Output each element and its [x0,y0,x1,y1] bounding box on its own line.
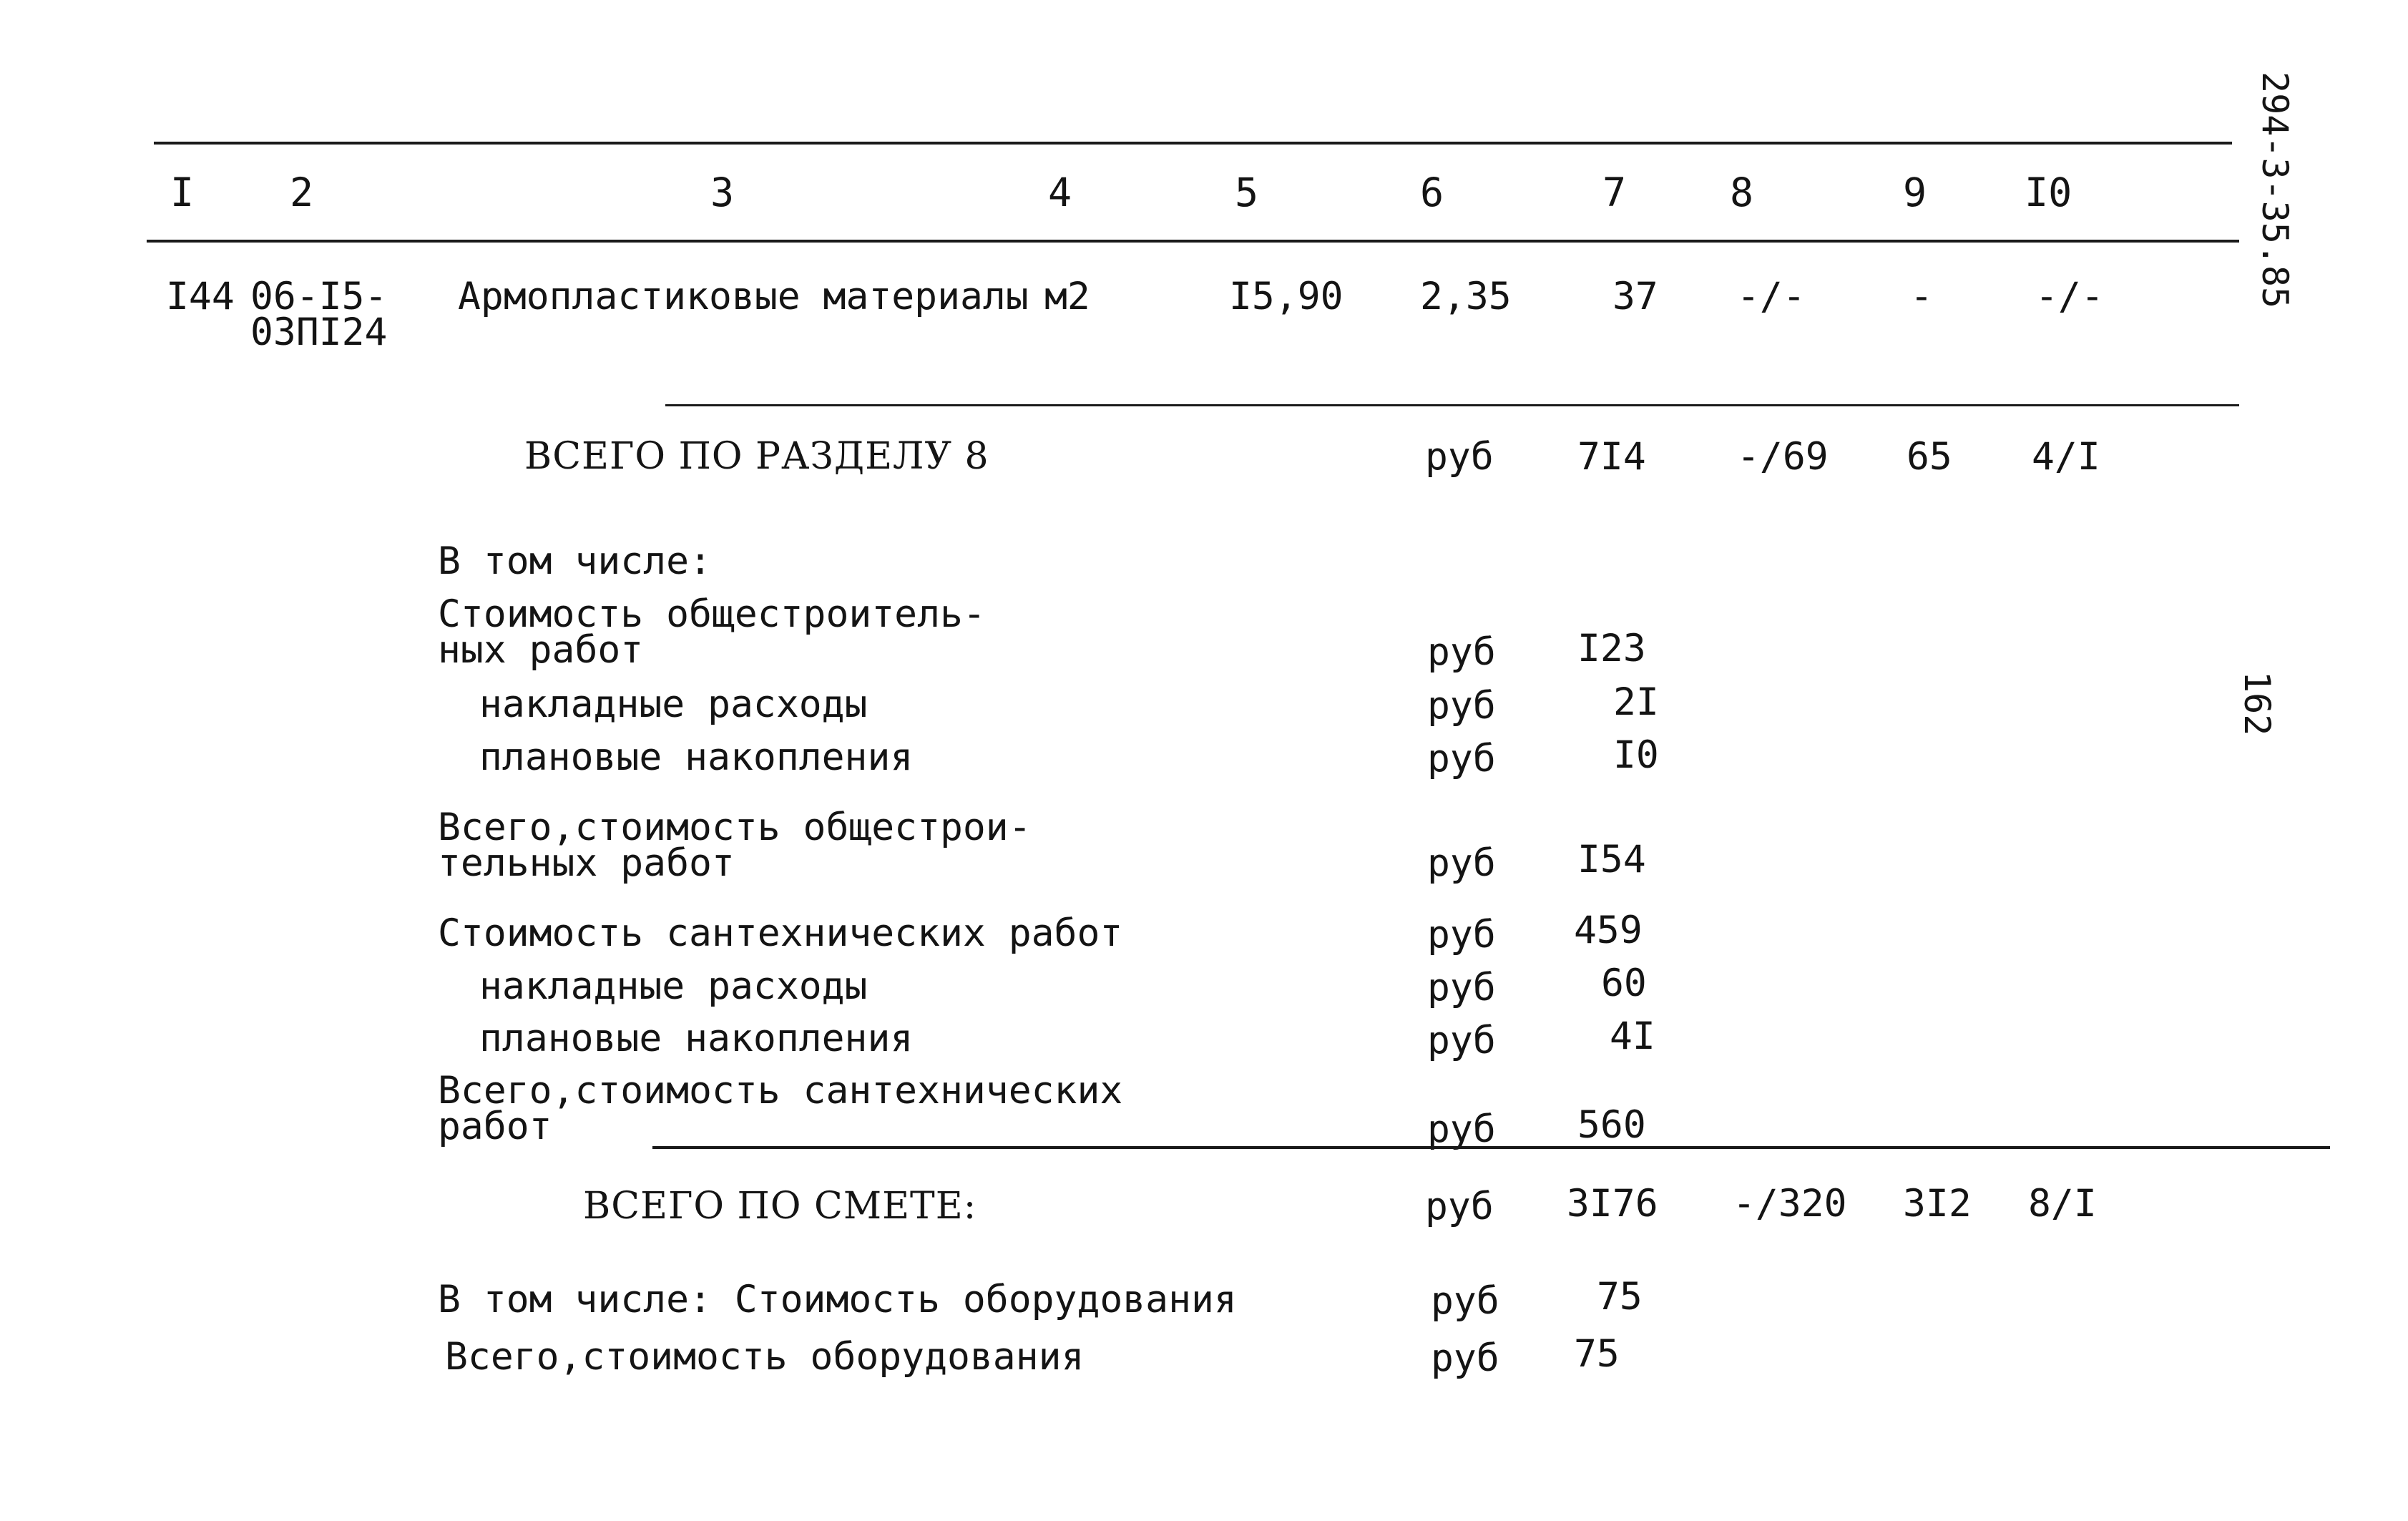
overhead1-label: накладные расходы [479,683,868,726]
estimate-rule [652,1146,2330,1149]
plumbing-unit: руб [1427,913,1496,957]
equipment-label: В том числе: Стоимость оборудования [438,1278,1237,1321]
section-total-col10: 4/I [2032,435,2100,479]
item-col8: -/- [1737,275,1806,318]
header-top-rule [154,142,2232,145]
equipment-value: 75 [1597,1275,1643,1319]
estimate-total-col7: 3I76 [1567,1182,1658,1226]
breakdown-intro: В том числе: [438,539,712,583]
column-header-10: I0 [2025,170,2072,215]
item-col5: I5,90 [1229,275,1344,318]
column-header-3: 3 [710,170,735,215]
plumbing-total-line2: работ [438,1105,552,1148]
column-header-4: 4 [1048,170,1072,215]
column-header-2: 2 [290,170,314,215]
estimate-total-label: ВСЕГО ПО СМЕТЕ: [583,1185,977,1228]
column-header-6: 6 [1420,170,1444,215]
general-works-value: I23 [1577,627,1646,670]
overhead2-unit: руб [1427,966,1496,1009]
column-header-5: 5 [1235,170,1259,215]
overhead1-value: 2I [1613,680,1659,724]
overhead2-value: 60 [1601,962,1647,1005]
general-works-line2: ных работ [438,628,644,672]
equipment-total-value: 75 [1574,1332,1620,1376]
item-code-line2: 03ПI24 [250,310,388,354]
item-name: Армопластиковые материалы [458,275,1029,318]
general-total-unit: руб [1427,841,1496,885]
column-header-8: 8 [1730,170,1754,215]
item-col7: 37 [1612,275,1658,318]
header-bottom-rule [147,240,2239,243]
plumbing-total-value: 560 [1577,1103,1646,1147]
profit2-label: плановые накопления [479,1017,914,1060]
plumbing-value: 459 [1574,909,1643,952]
item-col6: 2,35 [1420,275,1512,318]
item-col9: - [1910,275,1933,318]
item-col10: -/- [2035,275,2104,318]
estimate-total-unit: руб [1425,1185,1494,1228]
section-total-unit: руб [1425,435,1494,479]
overhead1-unit: руб [1427,684,1496,728]
plumbing-label: Стоимость сантехнических работ [438,911,1123,955]
profit2-unit: руб [1427,1019,1496,1062]
profit1-value: I0 [1613,733,1659,777]
section-rule [665,404,2239,406]
estimate-total-col8: -/320 [1733,1182,1847,1226]
profit1-label: плановые накопления [479,735,914,779]
column-header-9: 9 [1903,170,1927,215]
column-header-1: I [170,170,195,215]
general-total-value: I54 [1577,838,1646,881]
page-number: 162 [2236,671,2278,736]
section-total-label: ВСЕГО ПО РАЗДЕЛУ 8 [524,435,989,478]
section-total-col8: -/69 [1737,435,1829,479]
estimate-total-col10: 8/I [2028,1182,2097,1226]
equipment-total-unit: руб [1431,1336,1499,1380]
item-code-line1: 06-I5- [250,275,388,318]
equipment-total-label: Всего,стоимость оборудования [445,1335,1085,1379]
section-total-col7: 7I4 [1577,435,1646,479]
plumbing-total-unit: руб [1427,1107,1496,1151]
column-header-7: 7 [1602,170,1627,215]
general-works-unit: руб [1427,630,1496,674]
general-works-line1: Стоимость общестроитель- [438,592,986,636]
equipment-unit: руб [1431,1279,1499,1323]
item-unit: м2 [1044,275,1090,318]
document-code: 294-3-35.85 [2254,72,2296,309]
profit2-value: 4I [1610,1014,1655,1058]
item-number: I44 [166,275,235,318]
profit1-unit: руб [1427,737,1496,781]
estimate-total-col9: 3I2 [1903,1182,1972,1226]
general-total-line1: Всего,стоимость общестрои- [438,806,1032,849]
overhead2-label: накладные расходы [479,964,868,1008]
section-total-col9: 65 [1907,435,1952,479]
general-total-line2: тельных работ [438,841,735,885]
plumbing-total-line1: Всего,стоимость сантехнических [438,1069,1123,1112]
